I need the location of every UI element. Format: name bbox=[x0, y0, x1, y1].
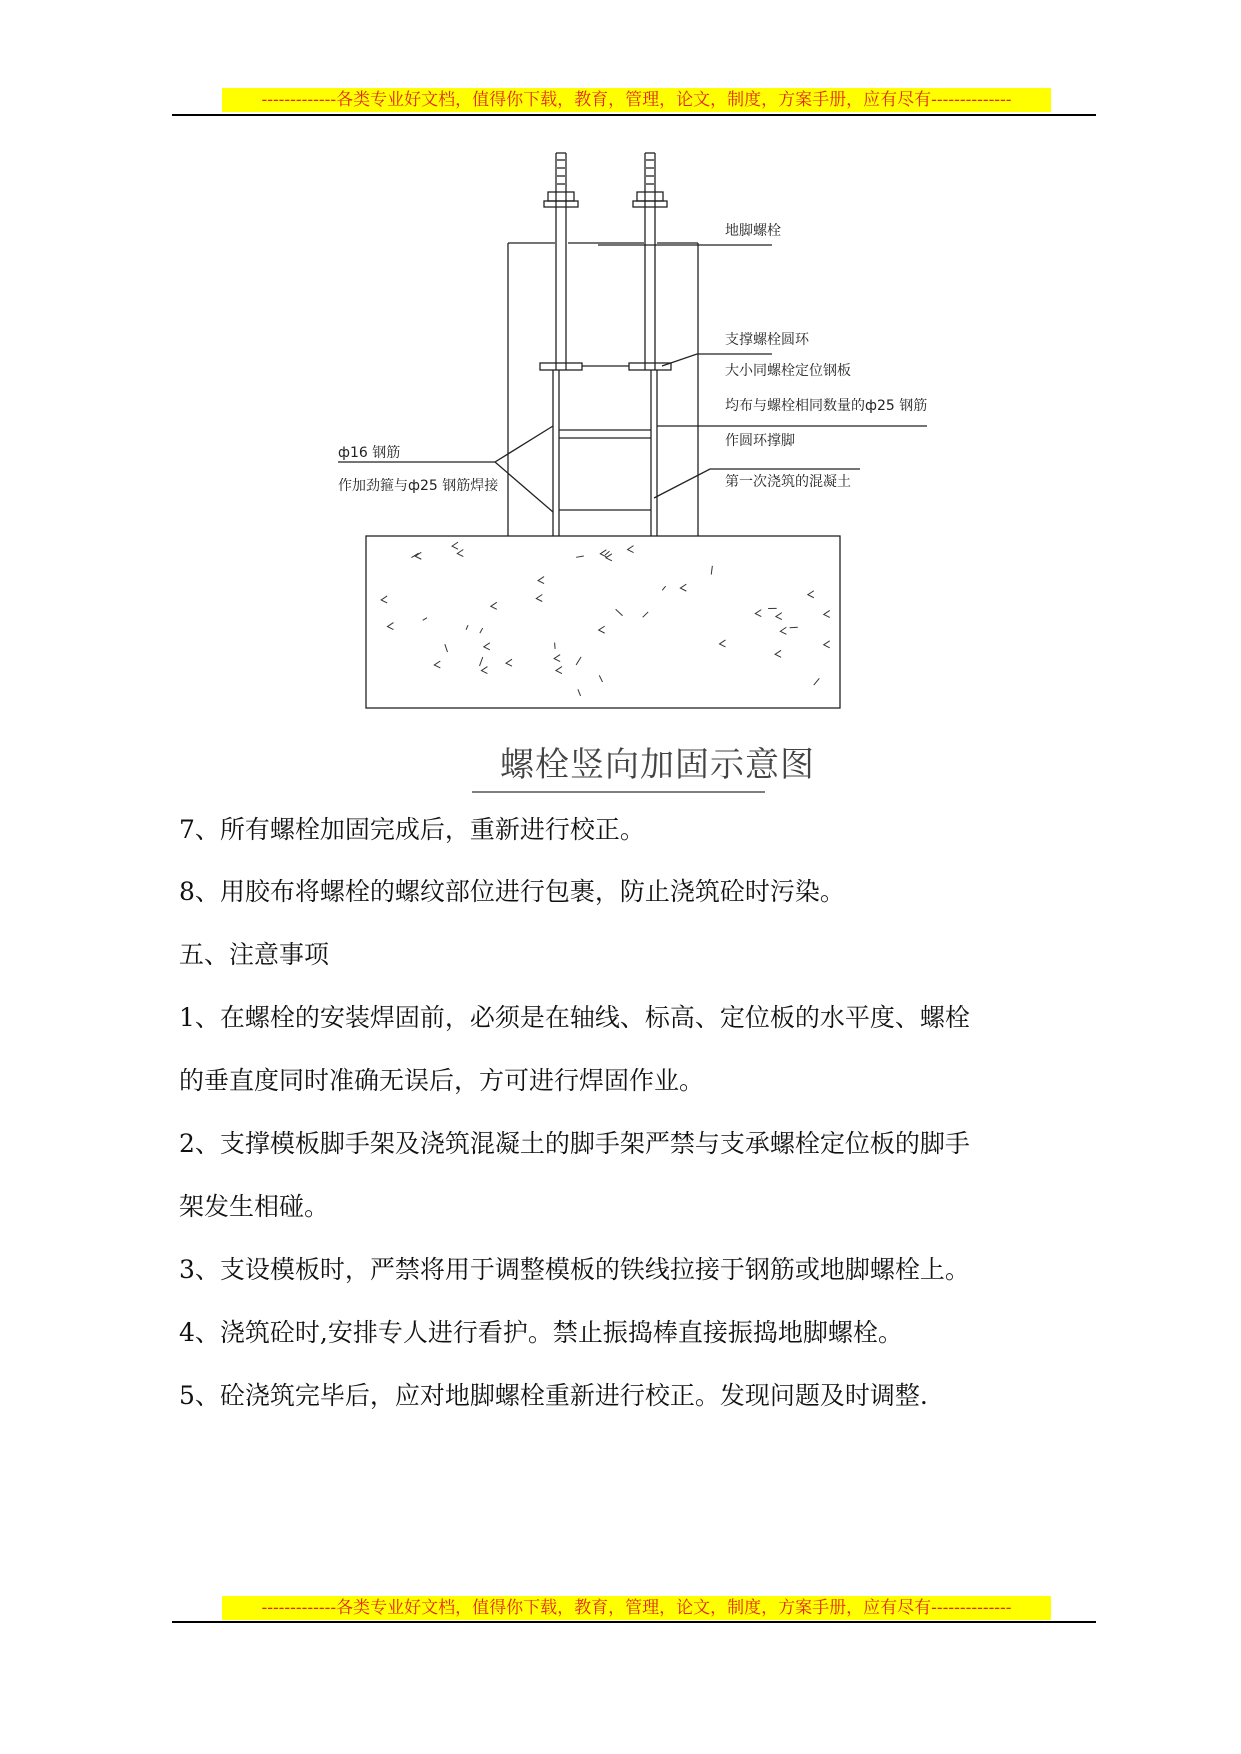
paragraph: 1、在螺栓的安装焊固前，必须是在轴线、标高、定位板的水平度、螺栓 bbox=[179, 1003, 970, 1032]
paragraph: 5、砼浇筑完毕后，应对地脚螺栓重新进行校正。发现问题及时调整. bbox=[179, 1381, 928, 1410]
concrete-aggregate bbox=[381, 542, 830, 696]
paragraph: 4、浇筑砼时,安排专人进行看护。禁止振捣棒直接振捣地脚螺栓。 bbox=[179, 1318, 903, 1347]
pedestal-outline bbox=[508, 243, 698, 536]
section-heading: 五、注意事项 bbox=[179, 940, 330, 969]
label-stiffener-weld: 作加劲箍与ф25 钢筋焊接 bbox=[338, 478, 499, 494]
paragraph: 7、所有螺栓加固完成后，重新进行校正。 bbox=[179, 815, 645, 844]
header-rule bbox=[172, 114, 1096, 116]
anchor-bolt-left bbox=[544, 153, 578, 370]
label-distribute-rebar: 均布与螺栓相同数量的ф25 钢筋 bbox=[725, 398, 928, 414]
support-rebar bbox=[553, 370, 657, 536]
label-ring-support-foot: 作圆环撑脚 bbox=[725, 433, 795, 449]
paragraph: 架发生相碰。 bbox=[179, 1192, 330, 1221]
bolt-reinforcement-diagram bbox=[0, 130, 1241, 800]
label-anchor-bolt: 地脚螺栓 bbox=[725, 223, 781, 239]
footer-banner: -------------各类专业好文档，值得你下载，教育，管理，论文，制度，方案手册，应有尽有-------------- bbox=[222, 1596, 1051, 1620]
label-rebar16: ф16 钢筋 bbox=[338, 445, 401, 461]
concrete-foundation bbox=[366, 536, 840, 708]
anchor-bolt-right bbox=[633, 153, 667, 370]
diagram-caption: 螺栓竖向加固示意图 bbox=[500, 745, 815, 785]
footer-rule bbox=[172, 1621, 1096, 1623]
label-positioning-plate: 大小同螺栓定位钢板 bbox=[725, 363, 851, 379]
header-banner: -------------各类专业好文档，值得你下载，教育，管理，论文，制度，方案手册，应有尽有-------------- bbox=[222, 88, 1051, 112]
positioning-plates bbox=[540, 363, 671, 370]
paragraph: 3、支设模板时，严禁将用于调整模板的铁线拉接于钢筋或地脚螺栓上。 bbox=[179, 1255, 970, 1284]
label-first-concrete: 第一次浇筑的混凝土 bbox=[725, 474, 851, 490]
paragraph: 8、用胶布将螺栓的螺纹部位进行包裹，防止浇筑砼时污染。 bbox=[179, 877, 845, 906]
paragraph: 2、支撑模板脚手架及浇筑混凝土的脚手架严禁与支承螺栓定位板的脚手 bbox=[179, 1129, 970, 1158]
paragraph: 的垂直度同时准确无误后，方可进行焊固作业。 bbox=[179, 1066, 705, 1095]
label-support-ring: 支撑螺栓圆环 bbox=[725, 332, 809, 348]
